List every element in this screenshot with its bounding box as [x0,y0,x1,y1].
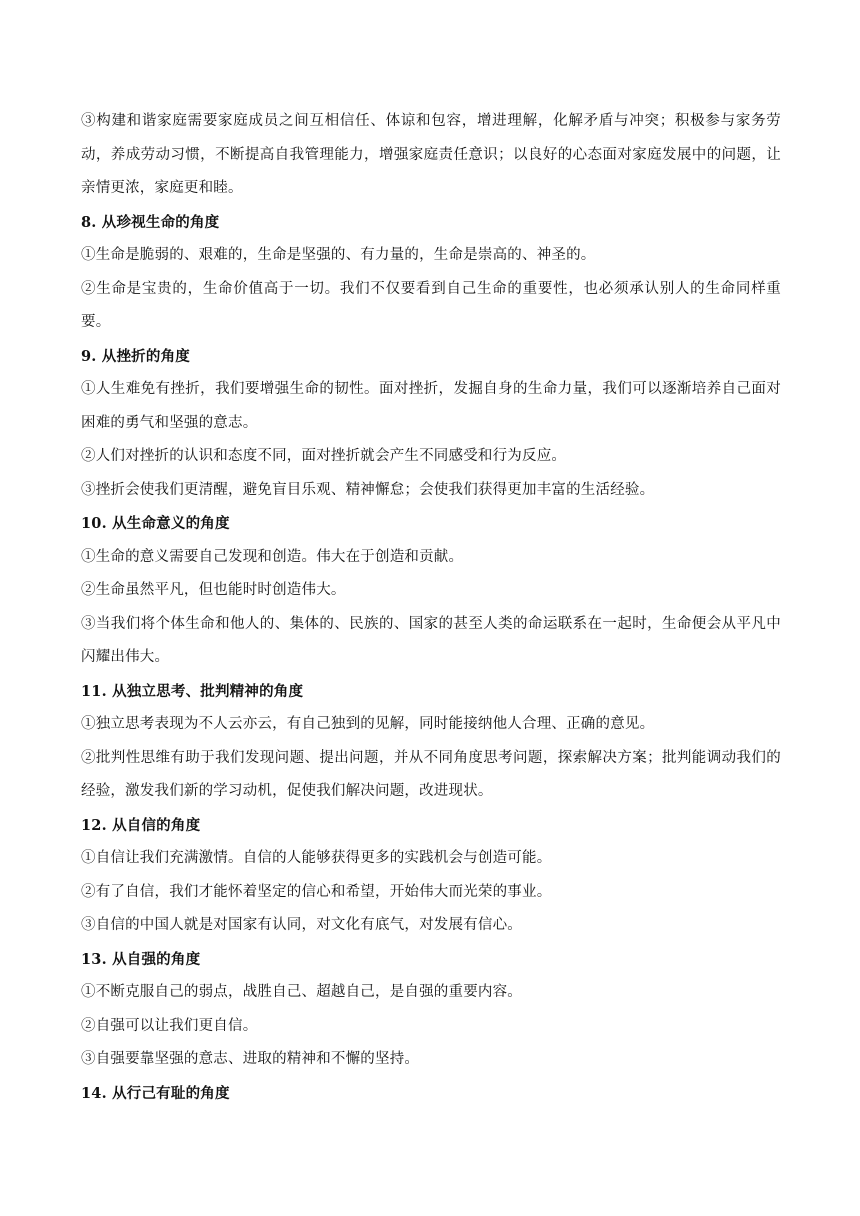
paragraph-12-1: ①自信让我们充满激情。自信的人能够获得更多的实践机会与创造可能。 [81,850,552,866]
section-heading-11: 11. 从独立思考、批判精神的角度 [81,682,304,700]
paragraph-10-1: ①生命的意义需要自己发现和创造。伟大在于创造和贡献。 [81,548,464,565]
paragraph-12-3: ③自信的中国人就是对国家有认同，对文化有底气，对发展有信心。 [81,917,522,933]
section-heading-12: 12. 从自信的角度 [81,816,201,834]
paragraph-9-3: ③挫折会使我们更清醒，避免盲目乐观、精神懈怠；会使我们获得更加丰富的生活经验。 [81,481,655,498]
paragraph-8-1: ①生命是脆弱的、艰难的，生命是坚强的、有力量的，生命是崇高的、神圣的。 [81,247,596,263]
paragraph-11-2: ②批判性思维有助于我们发现问题、提出问题，并从不同角度思考问题，探索解决方案；批判能调动我们的经验，激发我们新的学习动机，促使我们解决问题，改进现状。 [81,749,781,799]
paragraph-8-2: ②生命是宝贵的，生命价值高于一切。我们不仅要看到自己生命的重要性，也必须承认别人的生命同样重要。 [81,280,781,330]
paragraph-10-3: ③当我们将个体生命和他人的、集体的、民族的、国家的甚至人类的命运联系在一起时，生命便会从平凡中闪耀出伟大。 [81,615,781,665]
paragraph-13-3: ③自强要靠坚强的意志、进取的精神和不懈的坚持。 [81,1051,420,1067]
paragraph-9-2: ②人们对挫折的认识和态度不同，面对挫折就会产生不同感受和行为反应。 [81,448,567,464]
section-heading-13: 13. 从自强的角度 [81,950,201,968]
section-heading-14: 14. 从行己有耻的角度 [81,1084,230,1102]
paragraph-13-1: ①不断克服自己的弱点，战胜自己、超越自己，是自强的重要内容。 [81,984,522,1000]
section-heading-10: 10. 从生命意义的角度 [81,515,230,532]
document-page [81,105,781,1110]
paragraph-11-1: ①独立思考表现为不人云亦云，有自己独到的见解，同时能接纳他人合理、正确的意见。 [81,716,655,732]
paragraph-9-1: ①人生难免有挫折，我们要增强生命的韧性。面对挫折，发掘自身的生命力量，我们可以逐渐培养自己面对困难的勇气和坚强的意志。 [81,381,781,431]
paragraph-12-2: ②有了自信，我们才能怀着坚定的信心和希望，开始伟大而光荣的事业。 [81,883,552,900]
section-heading-9: 9. 从挫折的角度 [81,347,190,365]
paragraph-10-2: ②生命虽然平凡，但也能时时创造伟大。 [81,582,346,598]
paragraph-family-harmony: ③构建和谐家庭需要家庭成员之间互相信任、体谅和包容，增进理解，化解矛盾与冲突；积极参与家务劳动，养成劳动习惯，不断提高自我管理能力，增强家庭责任意识；以良好的心态面对家庭发展中的问题，让亲情更浓，家庭更和睦。 [81,113,781,196]
section-heading-8: 8. 从珍视生命的角度 [81,213,220,231]
paragraph-13-2: ②自强可以让我们更自信。 [81,1017,258,1034]
